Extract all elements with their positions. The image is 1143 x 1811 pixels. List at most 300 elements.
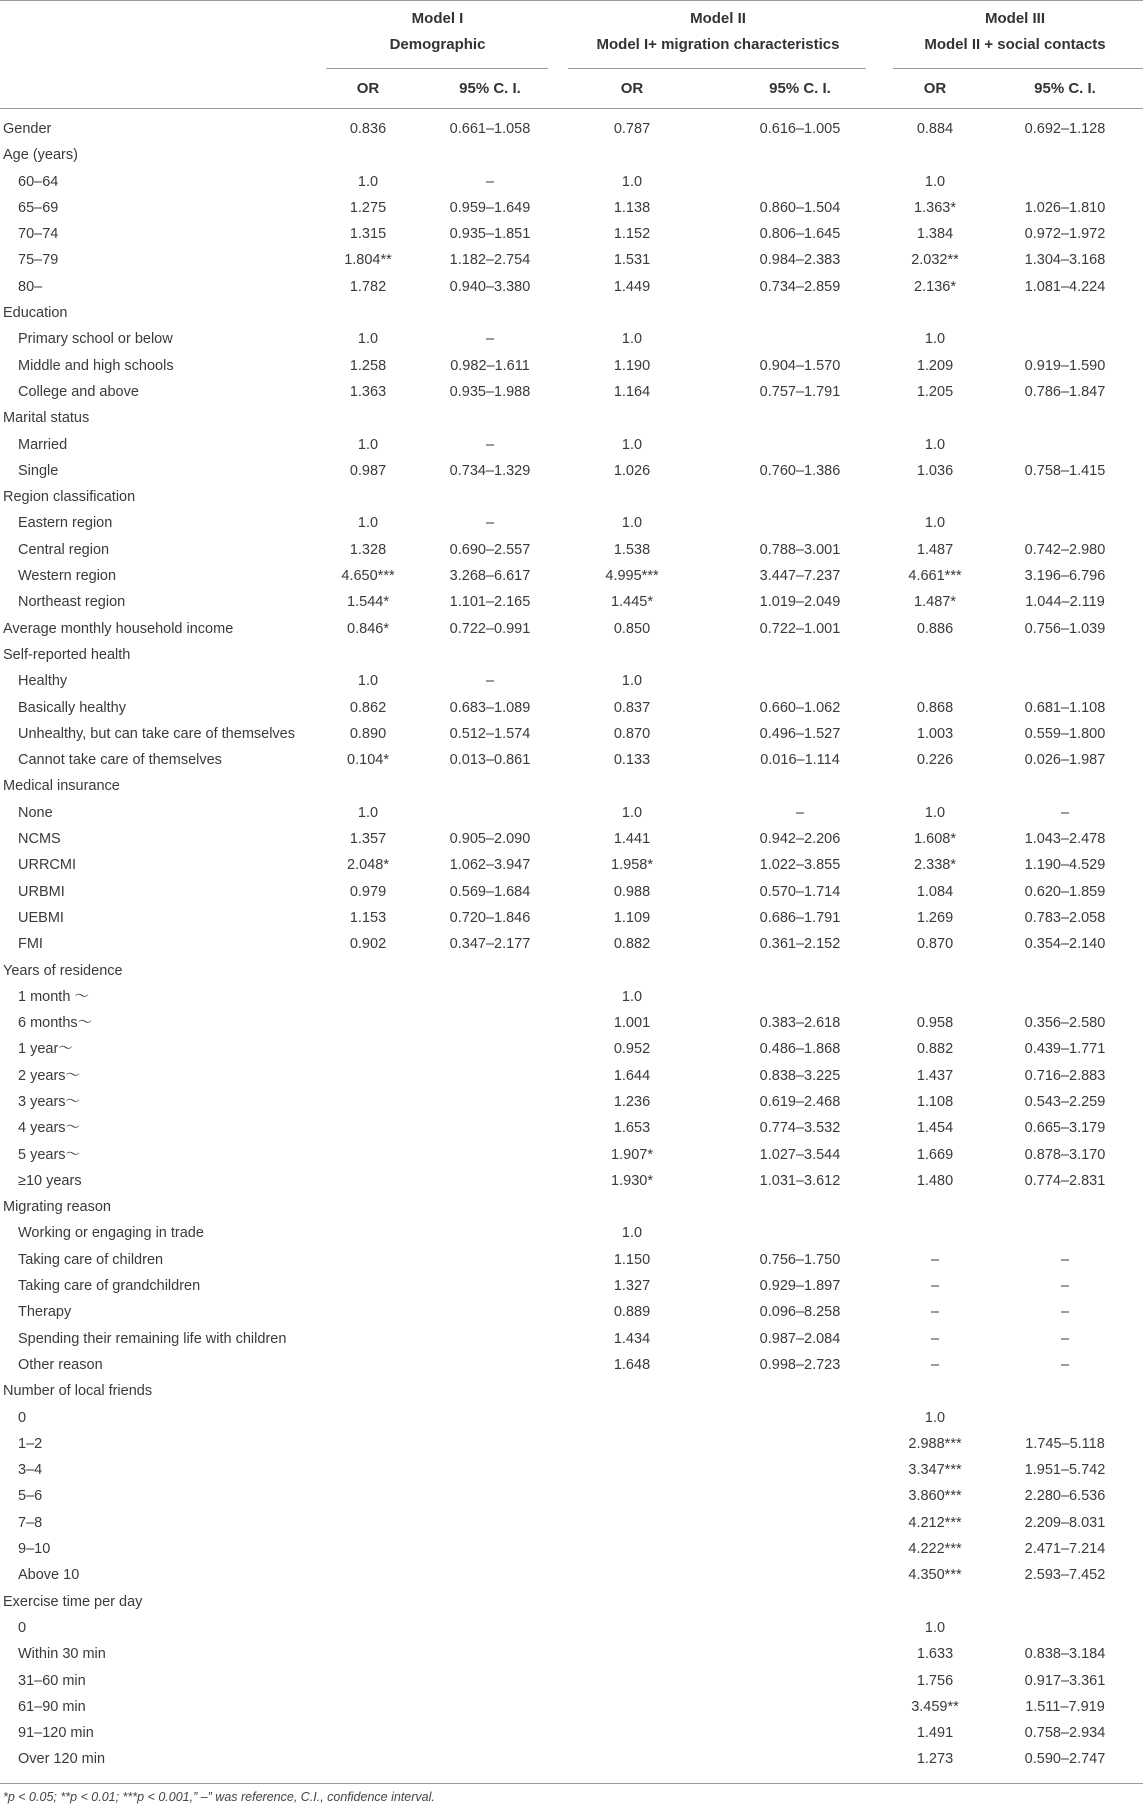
table-row [0,432,1143,458]
table-row [0,1089,1143,1115]
cell-or-model-1: 1.315 [349,226,387,243]
cell-or-model-2: 0.837 [613,699,651,716]
cell-or-model-1: 1.357 [349,831,387,848]
cell-or-model-1: 0.862 [349,699,387,716]
cell-ci-model-1: – [485,331,495,348]
table-row [0,879,1143,905]
row-sublabel: 6 months～ [18,1015,93,1032]
cell-or-model-2: 1.0 [621,673,643,690]
cell-or-model-2: 1.0 [621,331,643,348]
cell-or-model-2: 1.531 [613,252,651,269]
cell-ci-model-3: 0.354–2.140 [1024,936,1106,953]
cell-ci-model-3: 0.756–1.039 [1024,620,1106,637]
cell-or-model-2: 1.0 [621,515,643,532]
table-row [0,1247,1143,1273]
table-row [0,563,1143,589]
cell-ci-model-1: – [485,436,495,453]
cell-ci-model-2: 0.998–2.723 [759,1356,841,1373]
group-title: Model II [690,10,746,27]
cell-ci-model-3: 0.716–2.883 [1024,1067,1106,1084]
row-label: Gender [3,121,52,137]
cell-ci-model-1: 0.690–2.557 [449,541,531,558]
table-row [0,405,1143,431]
row-sublabel: Married [18,436,68,453]
row-sublabel: Above 10 [18,1567,80,1584]
table-row [0,169,1143,195]
col-header-or-3: OR [923,80,947,97]
cell-or-model-2: 1.109 [613,909,651,926]
cell-or-model-3: 0.868 [916,699,954,716]
row-sublabel: 0 [18,1409,27,1426]
cell-or-model-3: 1.0 [924,436,946,453]
table-row [0,642,1143,668]
row-sublabel: NCMS [18,831,61,848]
cell-ci-model-1: 0.512–1.574 [449,725,531,742]
table-row [0,1378,1143,1404]
cell-or-model-3: 1.487 [916,541,954,558]
row-sublabel: Spending their remaining life with children [18,1330,287,1347]
row-sublabel: None [18,804,53,821]
row-sublabel: Over 120 min [18,1751,106,1768]
row-sublabel: College and above [18,383,139,400]
cell-ci-model-2: 3.447–7.237 [759,568,841,585]
cell-ci-model-3: 1.081–4.224 [1024,278,1106,295]
group-title: Model I [411,10,464,27]
cell-ci-model-1: 0.013–0.861 [449,752,531,769]
row-sublabel: 70–74 [18,226,59,243]
cell-or-model-3: 1.0 [924,173,946,190]
cell-ci-model-2: – [795,804,805,821]
group-subtitle: Model I+ migration characteristics [596,36,840,53]
cell-or-model-1: 1.275 [349,199,387,216]
cell-ci-model-3: 0.783–2.058 [1024,909,1106,926]
group-subtitle: Model II + social contacts [924,36,1106,53]
cell-ci-model-1: 3.268–6.617 [449,568,531,585]
cell-ci-model-3: 0.026–1.987 [1024,752,1106,769]
cell-ci-model-3: 1.745–5.118 [1025,1435,1105,1452]
cell-or-model-3: – [930,1251,940,1268]
row-sublabel: 65–69 [18,199,59,216]
row-sublabel: Middle and high schools [18,357,174,374]
cell-ci-model-2: 0.860–1.504 [759,199,841,216]
table-row [0,1010,1143,1036]
cell-or-model-3: 1.384 [916,226,954,243]
cell-ci-model-1: – [485,173,495,190]
row-sublabel: 75–79 [18,252,59,269]
table-row [0,484,1143,510]
cell-ci-model-3: 1.511–7.919 [1025,1698,1105,1715]
row-sublabel: 3 years～ [18,1093,81,1110]
cell-or-model-1: 0.979 [349,883,387,900]
cell-ci-model-3: – [1060,1278,1070,1295]
cell-or-model-2: 1.0 [621,436,643,453]
table-row [0,747,1143,773]
group-title: Model III [985,10,1045,27]
row-label: Medical insurance [3,778,120,795]
cell-or-model-1: 0.104* [347,752,389,769]
cell-ci-model-1: 0.982–1.611 [450,357,530,374]
table-row [0,773,1143,799]
table-row [0,931,1143,957]
row-sublabel: 5 years～ [18,1146,81,1163]
cell-or-model-2: 1.441 [613,831,651,848]
col-header-or-1: OR [356,80,380,97]
cell-ci-model-3: 2.209–8.031 [1024,1514,1106,1531]
table-row [0,1299,1143,1325]
cell-ci-model-2: 0.734–2.859 [759,278,841,295]
row-sublabel: 7–8 [18,1514,43,1531]
table-row [0,1352,1143,1378]
table-row [0,1220,1143,1246]
cell-or-model-2: 0.882 [613,936,651,953]
cell-or-model-3: 1.633 [916,1646,954,1663]
cell-or-model-1: 0.890 [349,725,387,742]
row-sublabel: Other reason [18,1356,103,1373]
row-sublabel: Therapy [18,1304,72,1321]
cell-or-model-3: 0.882 [916,1041,954,1058]
cell-or-model-1: 1.153 [349,909,387,926]
cell-or-model-3: 1.491 [916,1725,954,1742]
cell-or-model-1: 1.258 [349,357,387,374]
cell-or-model-3: 4.222*** [908,1541,962,1558]
row-sublabel: Cannot take care of themselves [18,752,222,769]
cell-or-model-1: 0.987 [349,462,387,479]
cell-or-model-1: 1.804** [344,252,392,269]
cell-or-model-1: 4.650*** [341,568,395,585]
cell-ci-model-1: 0.940–3.380 [449,278,531,295]
cell-or-model-3: – [930,1356,940,1373]
cell-or-model-3: 2.338* [914,857,956,874]
cell-ci-model-3: 0.439–1.771 [1024,1041,1106,1058]
table-row [0,852,1143,878]
cell-ci-model-2: 0.984–2.383 [759,252,841,269]
row-label: Age (years) [3,147,78,164]
cell-or-model-3: 1.0 [924,1409,946,1426]
cell-or-model-1: 1.0 [357,331,379,348]
cell-ci-model-1: 0.935–1.851 [449,226,531,243]
cell-ci-model-3: 0.919–1.590 [1024,357,1106,374]
cell-ci-model-3: 1.304–3.168 [1024,252,1106,269]
cell-or-model-2: 0.133 [613,752,651,769]
cell-or-model-3: 1.487* [914,594,956,611]
table-row [0,247,1143,273]
cell-ci-model-1: 1.182–2.754 [449,252,531,269]
group-rule-model-2 [568,68,866,69]
row-sublabel: Central region [18,541,110,558]
table-row [0,695,1143,721]
row-sublabel: Within 30 min [18,1646,106,1663]
cell-ci-model-3: 0.878–3.170 [1024,1146,1106,1163]
cell-or-model-1: 1.0 [357,804,379,821]
table-row [0,142,1143,168]
cell-ci-model-3: 0.543–2.259 [1024,1093,1106,1110]
table-row [0,905,1143,931]
row-sublabel: FMI [18,936,43,953]
cell-or-model-2: 0.952 [613,1041,651,1058]
row-sublabel: 4 years～ [18,1120,81,1137]
cell-ci-model-2: 0.774–3.532 [759,1120,841,1137]
table-row [0,1615,1143,1641]
cell-ci-model-2: 0.904–1.570 [759,357,841,374]
cell-ci-model-3: 0.356–2.580 [1024,1015,1106,1032]
cell-or-model-1: 1.328 [349,541,387,558]
cell-ci-model-3: 0.758–2.934 [1024,1725,1106,1742]
cell-ci-model-3: 1.026–1.810 [1024,199,1106,216]
cell-ci-model-3: 0.838–3.184 [1024,1646,1106,1663]
table-row [0,1168,1143,1194]
cell-or-model-3: 2.032** [911,252,959,269]
cell-or-model-1: 1.363 [349,383,387,400]
row-sublabel: URBMI [18,883,65,900]
cell-or-model-3: 0.226 [916,752,954,769]
cell-ci-model-1: 0.935–1.988 [449,383,531,400]
table-row [0,221,1143,247]
group-rule-model-3 [893,68,1143,69]
cell-ci-model-3: 3.196–6.796 [1024,568,1106,585]
cell-ci-model-2: 0.619–2.468 [759,1093,841,1110]
cell-ci-model-2: 0.496–1.527 [759,725,841,742]
table-row [0,1431,1143,1457]
cell-or-model-2: 1.445* [611,594,653,611]
cell-or-model-2: 1.449 [613,278,651,295]
cell-or-model-3: 1.036 [916,462,954,479]
table-row [0,1273,1143,1299]
row-sublabel: 80– [18,278,43,295]
cell-or-model-1: 1.0 [357,173,379,190]
cell-ci-model-2: 0.929–1.897 [759,1278,841,1295]
group-header-model-3 [895,6,1135,58]
col-header-ci-2: 95% C. I. [769,80,831,97]
row-sublabel: Working or engaging in trade [18,1225,204,1242]
col-header-ci-3: 95% C. I. [1034,80,1096,97]
cell-ci-model-1: 0.347–2.177 [449,936,531,953]
table-row [0,984,1143,1010]
cell-or-model-3: 3.459** [911,1698,959,1715]
cell-ci-model-3: 0.758–1.415 [1024,462,1106,479]
table-row [0,958,1143,984]
cell-ci-model-3: – [1060,1304,1070,1321]
cell-or-model-2: 1.907* [611,1146,653,1163]
cell-ci-model-3: 1.951–5.742 [1024,1462,1106,1479]
cell-ci-model-2: 0.096–8.258 [759,1304,841,1321]
cell-ci-model-2: 0.987–2.084 [759,1330,841,1347]
row-sublabel: Eastern region [18,515,113,532]
cell-or-model-1: 1.0 [357,673,379,690]
cell-or-model-2: 0.870 [613,725,651,742]
table-row [0,1405,1143,1431]
group-rule-model-1 [326,68,548,69]
cell-ci-model-1: 0.661–1.058 [449,121,531,137]
cell-ci-model-1: 0.683–1.089 [449,699,531,716]
table-row [0,1694,1143,1720]
cell-or-model-3: 1.437 [916,1067,954,1084]
cell-or-model-1: 0.902 [349,936,387,953]
cell-ci-model-2: 1.019–2.049 [759,594,841,611]
table-row [0,1457,1143,1483]
cell-or-model-2: 1.644 [613,1067,651,1084]
cell-ci-model-3: – [1060,1251,1070,1268]
cell-ci-model-3: 0.917–3.361 [1024,1672,1106,1689]
cell-or-model-3: 3.860*** [908,1488,962,1505]
cell-or-model-2: 1.001 [613,1015,651,1032]
cell-or-model-1: 0.836 [349,121,387,137]
table-row [0,1720,1143,1746]
row-sublabel: ≥10 years [18,1172,82,1189]
cell-or-model-3: 3.347*** [908,1462,962,1479]
cell-ci-model-3: – [1060,1330,1070,1347]
row-sublabel: 1–2 [18,1435,43,1452]
cell-or-model-2: 1.538 [613,541,651,558]
row-sublabel: Northeast region [18,594,126,611]
cell-or-model-3: 1.0 [924,1619,946,1636]
table-row [0,195,1143,221]
cell-ci-model-3: 1.190–4.529 [1024,857,1106,874]
cell-or-model-1: 2.048* [347,857,389,874]
cell-or-model-2: 0.850 [613,620,651,637]
row-sublabel: Single [18,462,59,479]
table-row [0,1641,1143,1667]
row-label: Self-reported health [3,646,131,663]
table-row [0,1536,1143,1562]
row-sublabel: Unhealthy, but can take care of themselves [18,725,295,742]
table-row [0,668,1143,694]
cell-or-model-2: 0.889 [613,1304,651,1321]
cell-or-model-2: 0.787 [613,121,651,137]
cell-or-model-3: 1.269 [916,909,954,926]
cell-ci-model-2: 0.016–1.114 [760,752,840,769]
table-row [0,116,1143,142]
row-sublabel: 60–64 [18,173,59,190]
cell-or-model-3: 1.363* [914,199,956,216]
table-row [0,1115,1143,1141]
cell-ci-model-3: 0.559–1.800 [1024,725,1106,742]
cell-or-model-2: 1.138 [613,199,651,216]
group-header-model-2 [568,6,868,58]
cell-or-model-3: – [930,1330,940,1347]
cell-or-model-3: 1.608* [914,831,956,848]
table-row [0,1562,1143,1588]
table-body [0,116,1143,1773]
cell-or-model-2: 1.434 [613,1330,651,1347]
cell-ci-model-2: 0.570–1.714 [759,883,841,900]
row-sublabel: 9–10 [18,1541,51,1558]
table-row [0,1483,1143,1509]
cell-ci-model-1: 0.734–1.329 [449,462,531,479]
cell-or-model-3: 1.003 [916,725,954,742]
row-sublabel: 2 years～ [18,1067,81,1084]
col-header-ci-1: 95% C. I. [459,80,521,97]
cell-or-model-2: 1.0 [621,804,643,821]
cell-ci-model-3: 0.620–1.859 [1024,883,1106,900]
row-sublabel: UEBMI [18,909,64,926]
row-label: Education [3,305,68,322]
cell-ci-model-2: 1.031–3.612 [759,1172,841,1189]
row-sublabel: Western region [18,568,117,585]
cell-or-model-3: 1.0 [924,515,946,532]
cell-ci-model-3: 2.280–6.536 [1024,1488,1106,1505]
table-top-rule [0,0,1143,1]
row-sublabel: 61–90 min [18,1698,86,1715]
cell-or-model-3: 1.480 [916,1172,954,1189]
row-label: Average monthly household income [3,620,234,637]
row-sublabel: 91–120 min [18,1725,94,1742]
cell-ci-model-1: 0.720–1.846 [449,909,531,926]
cell-ci-model-2: 0.756–1.750 [759,1251,841,1268]
cell-ci-model-3: 0.742–2.980 [1024,541,1106,558]
cell-ci-model-3: 1.043–2.478 [1024,831,1106,848]
cell-ci-model-2: 1.027–3.544 [759,1146,841,1163]
cell-or-model-2: 0.988 [613,883,651,900]
cell-or-model-3: – [930,1304,940,1321]
row-sublabel: 31–60 min [18,1672,86,1689]
table-row [0,510,1143,536]
table-row [0,1746,1143,1772]
cell-or-model-3: 1.454 [916,1120,954,1137]
cell-or-model-3: 1.205 [916,383,954,400]
cell-ci-model-2: 0.788–3.001 [759,541,841,558]
row-sublabel: 1 year～ [18,1041,73,1058]
cell-or-model-3: 1.756 [916,1672,954,1689]
table-row [0,1510,1143,1536]
cell-or-model-1: 0.846* [347,620,389,637]
cell-ci-model-2: 0.361–2.152 [759,936,841,953]
col-header-or-2: OR [620,80,644,97]
cell-or-model-2: 1.653 [613,1120,651,1137]
cell-ci-model-3: – [1060,804,1070,821]
cell-or-model-3: 1.084 [916,883,954,900]
cell-or-model-2: 1.236 [613,1093,651,1110]
header-rule [0,108,1143,109]
cell-or-model-3: 1.669 [916,1146,954,1163]
table-row [0,1063,1143,1089]
cell-or-model-2: 1.0 [621,173,643,190]
cell-or-model-3: 1.0 [924,804,946,821]
cell-or-model-3: 0.870 [916,936,954,953]
cell-ci-model-2: 0.722–1.001 [759,620,841,637]
cell-ci-model-3: 0.692–1.128 [1024,121,1106,137]
cell-ci-model-2: 0.806–1.645 [759,226,841,243]
group-subtitle: Demographic [389,36,486,53]
cell-ci-model-1: 0.569–1.684 [449,883,531,900]
table-row [0,274,1143,300]
table-row [0,537,1143,563]
row-sublabel: Taking care of children [18,1251,164,1268]
table-row [0,353,1143,379]
table-row [0,1036,1143,1062]
cell-ci-model-3: 0.665–3.179 [1024,1120,1106,1137]
cell-or-model-1: 1.544* [347,594,389,611]
cell-ci-model-3: 2.593–7.452 [1024,1567,1106,1584]
cell-ci-model-3: 0.681–1.108 [1024,699,1106,716]
cell-ci-model-1: 1.062–3.947 [449,857,531,874]
cell-or-model-2: 1.0 [621,988,643,1005]
row-label: Exercise time per day [3,1593,143,1610]
cell-ci-model-1: – [485,673,495,690]
cell-ci-model-1: 0.722–0.991 [449,620,531,637]
table-row [0,589,1143,615]
row-label: Number of local friends [3,1383,153,1400]
cell-or-model-2: 1.327 [613,1278,651,1295]
cell-or-model-1: 1.782 [349,278,387,295]
table-row [0,721,1143,747]
cell-or-model-2: 1.190 [613,357,651,374]
cell-or-model-3: 4.350*** [908,1567,962,1584]
cell-ci-model-3: 0.590–2.747 [1024,1751,1106,1768]
cell-ci-model-3: – [1060,1356,1070,1373]
cell-ci-model-2: 0.383–2.618 [759,1015,841,1032]
cell-or-model-2: 1.152 [613,226,651,243]
cell-or-model-2: 1.648 [613,1356,651,1373]
